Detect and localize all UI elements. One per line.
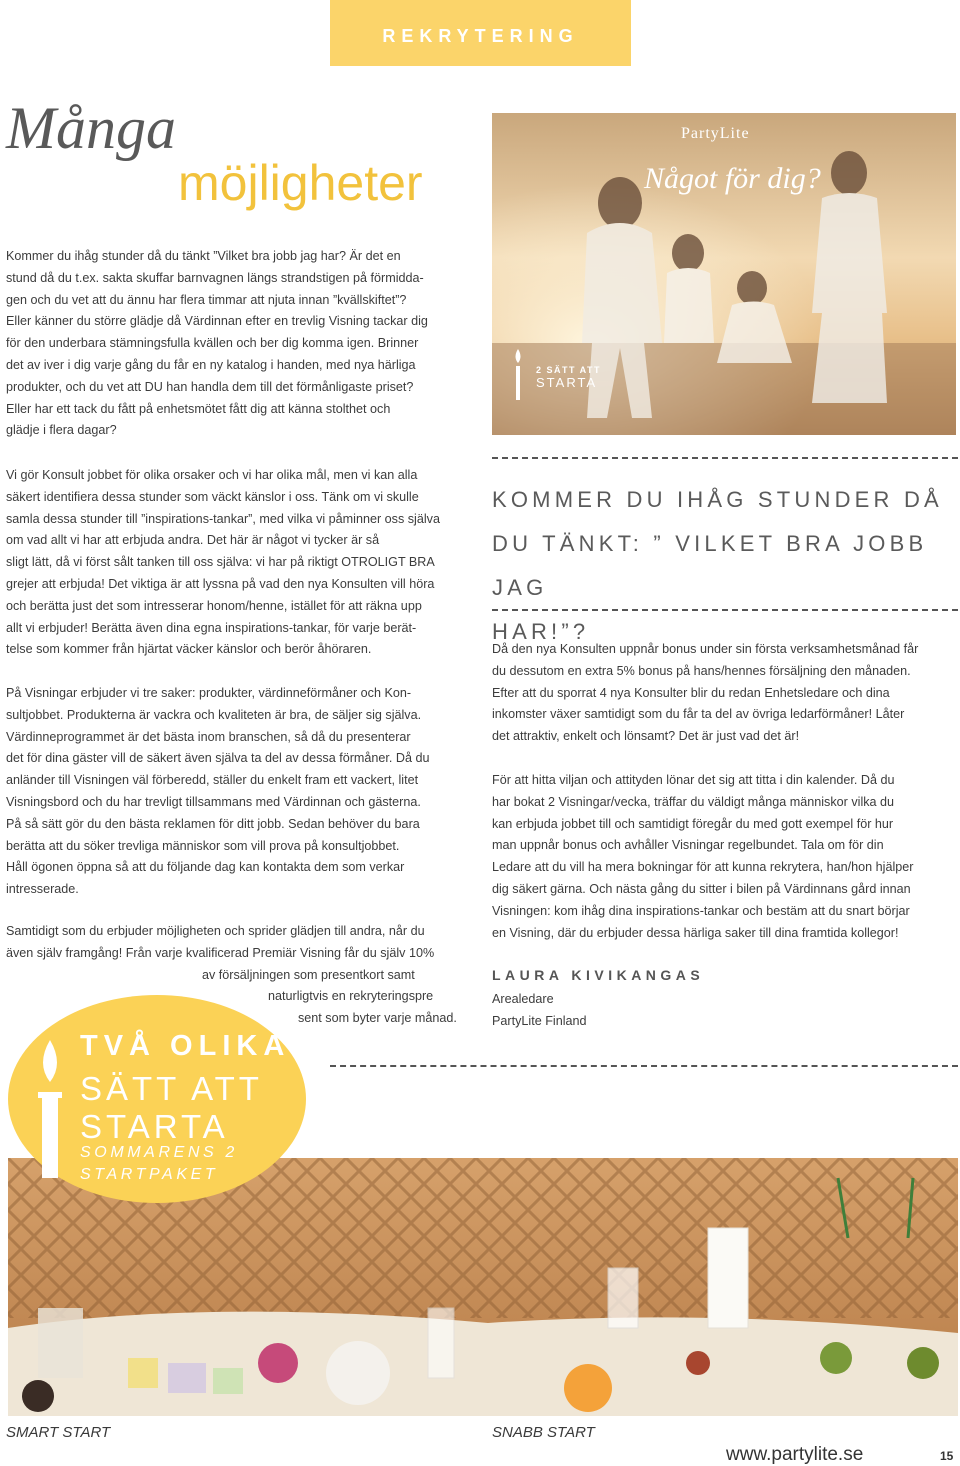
section-tab-label: REKRYTERING [382,26,579,46]
promo-title: TVÅ OLIKA [80,1030,291,1062]
text-line: dig säkert gärna. Och nästa gång du sitter i bilen på Värdinnans gård innan [492,881,911,896]
page-number: 15 [940,1449,954,1463]
divider-lower [330,1065,958,1067]
text-line: du dessutom en extra 5% bonus på hans/hennes försäljning den månaden. [492,663,911,678]
text-line: samla dessa stunder till ”inspirations-tankar”, med vilka vi påminner oss själva [6,511,440,526]
text-line: av försäljningen som presentkort samt [202,967,415,982]
text-line: gen och du vet att du ännu har flera timmar att njuta innan ”kvällskiftet”? [6,292,407,307]
text-line: inkomster växer samtidigt som du får ta del av övriga ledarförmåner! Låter [492,707,905,722]
promo-small [80,1142,238,1186]
author-name: LAURA KIVIKANGAS [492,967,705,983]
quote-line: HAR!”? [492,619,590,644]
section-tab [330,0,631,66]
text-line: även själv framgång! Från varje kvalificerad Premiär Visning får du själv 10% [6,945,435,960]
right-paragraph-1 [492,639,958,748]
beach-family-photo [492,113,956,435]
text-line: för den underbara stämningsfulla kvällen och ber dig komma igen. Brinner [6,336,419,351]
text-line: om vad allt vi har att erbjuda andra. Det här är något vi tycker är så [6,533,380,548]
pull-quote [492,478,958,654]
divider-top [492,457,958,459]
promo-line-2: SÄTT ATT [80,1070,263,1107]
promo-small-2: STARTPAKET [80,1166,219,1183]
text-line: Efter att du sporrat 4 nya Konsulter blir du redan Enhetsledare och dina [492,685,890,700]
author-details [492,988,587,1032]
text-line: produkter, och du vet att DU han handla dem till det förmånligaste priset? [6,379,414,394]
promo-subtitle [80,1070,263,1146]
candle-icon [516,366,520,400]
partylite-logo: PartyLite [681,125,750,142]
badge-line-1: 2 SÄTT ATT [536,365,601,375]
text-line: intresserade. [6,882,79,897]
text-line: telse som kommer från hjärtat väcker känslor och berör åhöraren. [6,642,372,657]
text-line: naturligtvis en rekryteringspre [268,989,434,1004]
promo-small-1: SOMMARENS 2 [80,1144,238,1161]
text-line: berätta att du söker trevliga människor som vill prova på konsultjobbet. [6,838,400,853]
author-role: Arealedare [492,992,554,1006]
left-paragraph-2 [6,465,474,661]
text-line: Eller har ett tack du fått på enhetsmötet fått dig att känna stolthet och [6,401,391,416]
text-line: Då den nya Konsulten uppnår bonus under sin första verksamhetsmånad får [492,642,919,656]
text-line: säkert identifiera dessa stunder som väckt känslor i oss. Tänk om vi skulle [6,489,419,504]
text-line: För att hitta viljan och attityden lönar det sig att titta i din kalender. Då du [492,773,895,787]
text-line: det attraktiv, enkelt och lönsamt? Det är just vad det är! [492,729,800,744]
left-paragraph-1 [6,246,474,442]
badge-line-2: STARTA [536,375,598,390]
candle-icon [30,1040,70,1185]
text-line: sligt lätt, då vi först sålt tanken till oss själva: vi har på riktigt OTROLIGT BRA [6,555,435,570]
text-line: grejer att erbjuda! Det viktiga är att lyssna på vad den nya Konsulten vill höra [6,576,435,591]
text-line: Håll ögonen öppna så att du följande dag kan kontakta dem som verkar [6,860,405,875]
text-line: och berätta just det som intresserar honom/henne, istället för att räkna upp [6,598,422,613]
text-line: Visningsbord och du har trevligt tillsammans med Värdinnan och gästerna. [6,794,421,809]
right-paragraph-2 [492,770,958,944]
text-line: det av iver i dig varje gång du får en ny katalog i handen, med nya härliga [6,357,416,372]
text-line: sultjobbet. Produkterna är vackra och kvaliteten är bra, de säljer sig själva. [6,707,422,722]
text-line: Eller känner du större glädje då Värdinnan efter en trevlig Visning tackar dig [6,314,428,329]
text-line: Värdinneprogrammet är det bästa inom branschen, så då du presenterar [6,729,411,744]
text-line: Vi gör Konsult jobbet för olika orsaker och vi har olika mål, men vi kan alla [6,468,418,482]
text-line: har bokat 2 Visningar/vecka, träffar du väldigt många människor vilka du [492,794,895,809]
text-line: På så sätt gör du den bästa reklamen för ditt jobb. Sedan behöver du bara [6,816,420,831]
footer-url[interactable]: www.partylite.se [726,1444,864,1465]
text-line: en Visning, där du erbjuder dessa härliga saker till dina framtida kollegor! [492,925,899,940]
caption-snabb-start: SNABB START [492,1424,595,1441]
caption-smart-start: SMART START [6,1424,111,1441]
ad-headline: Något för dig? [644,162,821,195]
text-line: kan erbjuda jobbet till och samtidigt föregår du med gott exempel för hur [492,816,894,831]
left-paragraph-3 [6,683,474,901]
text-line: allt vi erbjuder! Berätta även dina egna inspirations-tankar, för varje berät- [6,620,417,635]
quote-line: KOMMER DU IHÅG STUNDER DÅ [492,487,943,512]
text-line: stund då du t.ex. sakta skuffar barnvagnen längs strandstigen på förmidda- [6,270,424,285]
text-line: glädje i flera dagar? [6,423,117,438]
text-line: Samtidigt som du erbjuder möjligheten och sprider glädjen till andra, når du [6,924,425,938]
title-line-2: möjligheter [178,155,423,211]
title-line-1: Många [6,95,176,161]
text-line: På Visningar erbjuder vi tre saker: produkter, värdinneförmåner och Kon- [6,686,412,700]
text-line: Visningen: kom ihåg dina inspirations-tankar och bestäm att du snart börjar [492,903,910,918]
quote-line: DU TÄNKT: ” VILKET BRA JOBB JAG [492,531,928,600]
promo-line-3: STARTA [80,1108,229,1145]
divider-bottom [492,609,958,611]
text-line: Ledare att du vill ha mera bokningar för att kunna rekrytera, han/hon hjälper [492,860,914,875]
text-line: anländer till Visningen väl förberedd, ställer du enkelt fram ett vackert, litet [6,773,419,788]
author-company: PartyLite Finland [492,1014,587,1028]
text-line: Kommer du ihåg stunder då du tänkt ”Vilket bra jobb jag har? Är det en [6,249,401,263]
text-line: det för dina gäster vill de säkert även själva ta del av dessa förmåner. Då du [6,751,430,766]
text-line: man uppnår bonus och avhåller Visningar regelbundet. Tala om för din [492,838,884,853]
text-line: sent som byter varje månad. [298,1011,457,1026]
